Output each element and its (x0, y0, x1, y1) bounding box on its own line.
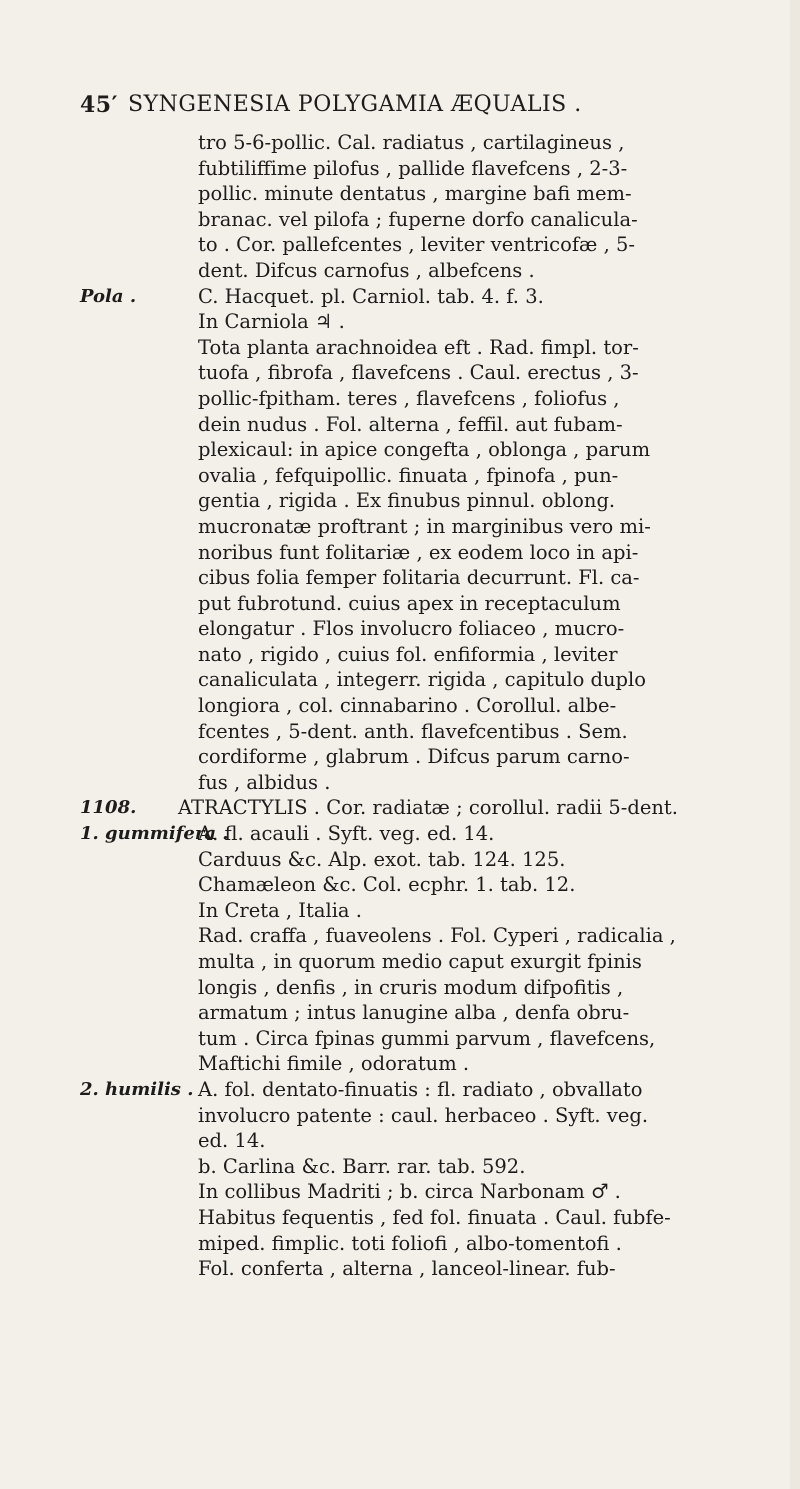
text-line (80, 949, 800, 975)
line-text: In collibus Madriti ; b. circa Narbonam ♂ . (198, 1180, 621, 1204)
line-text: tuofa , fibrofa , flavefcens . Caul. erectus , 3- (198, 361, 639, 385)
line-text: tro 5-6-pollic. Cal. radiatus , cartilagineus , (198, 131, 625, 154)
text-line (80, 923, 800, 949)
line-text: multa , in quorum medio caput exurgit fpinis (198, 950, 642, 973)
text-line (80, 795, 800, 821)
line-text: A. fol. dentato-finuatis : fl. radiato , obvallato (198, 1077, 643, 1101)
text-line (80, 130, 800, 156)
line-text: dein nudus . Fol. alterna , feffil. aut fubam- (198, 412, 623, 436)
line-text: Maftichi fimile , odoratum . (198, 1052, 470, 1076)
text-line (80, 360, 800, 386)
line-text: Tota planta arachnoidea eft . Rad. fimpl. tor- (198, 335, 639, 359)
text-line (80, 667, 800, 693)
line-text: plexicaul: in apice congefta , oblonga , parum (198, 438, 651, 462)
text-line (80, 437, 800, 463)
margin-label: 1. gummifera . (80, 823, 229, 845)
text-line (80, 1179, 800, 1205)
line-text: cibus folia femper folitaria decurrunt. Fl. ca- (198, 566, 640, 590)
body-text (80, 130, 800, 1282)
text-line (80, 642, 800, 668)
line-text: put fubrotund. cuius apex in receptaculum (198, 591, 621, 615)
line-text: longiora , col. cinnabarino . Corollul. albe- (198, 694, 617, 718)
line-text: ovalia , fefquipollic. finuata , fpinofa , pun- (198, 463, 619, 487)
text-line (80, 616, 800, 642)
text-line (80, 1205, 800, 1231)
line-text: ed. 14. (198, 1129, 266, 1153)
text-line (80, 719, 800, 745)
text-line (80, 770, 800, 796)
text-line (80, 591, 800, 617)
text-line (80, 1103, 800, 1129)
margin-label: Pola . (80, 285, 137, 307)
line-text: to . Cor. pallefcentes , leviter ventricofæ , 5- (198, 233, 635, 257)
line-text: C. Hacquet. pl. Carniol. tab. 4. f. 3. (198, 284, 544, 308)
margin-label: 1108. (80, 797, 137, 819)
line-text: In Creta , Italia . (198, 898, 362, 922)
text-line (80, 181, 800, 207)
text-line (80, 821, 800, 847)
text-line (80, 386, 800, 412)
line-text: pollic-fpitham. teres , flavefcens , foliofus , (198, 386, 620, 410)
text-line (80, 898, 800, 924)
line-text: A. fl. acauli . Syft. veg. ed. 14. (198, 822, 495, 846)
line-text: involucro patente : caul. herbaceo . Syft. veg. (198, 1103, 649, 1127)
text-line (80, 565, 800, 591)
text-line (80, 258, 800, 284)
line-text: fubtiliffime pilofus , pallide flavefcens , 2-3- (198, 156, 628, 180)
text-line (80, 463, 800, 489)
line-text: gentia , rigida . Ex finubus pinnul. oblong. (198, 489, 616, 513)
line-text: miped. fimplic. toti foliofi , albo-tomentofi . (198, 1231, 622, 1255)
text-line (80, 975, 800, 1001)
line-text: fcentes , 5-dent. anth. flavefcentibus . Sem. (198, 719, 628, 743)
line-text: fus , albidus . (198, 770, 331, 794)
line-text: In Carniola ♃ . (198, 310, 345, 334)
text-line (80, 207, 800, 233)
text-line (80, 1128, 800, 1154)
line-text: pollic. minute dentatus , margine bafi mem- (198, 182, 632, 206)
text-line (80, 335, 800, 361)
line-text: noribus funt folitariæ , ex eodem loco in api- (198, 540, 639, 564)
running-title: SYNGENESIA POLYGAMIA ÆQUALIS . (128, 92, 582, 117)
text-line (80, 1026, 800, 1052)
text-line (80, 156, 800, 182)
line-text: canaliculata , integerr. rigida , capitulo duplo (198, 668, 647, 692)
line-text: Rad. craffa , fuaveolens . Fol. Cyperi , radicalia , (198, 924, 676, 948)
text-line (80, 488, 800, 514)
text-line (80, 693, 800, 719)
text-line (80, 1256, 800, 1282)
text-line (80, 412, 800, 438)
line-text: nato , rigido , cuius fol. enfiformia , leviter (198, 642, 618, 666)
text-line (80, 847, 800, 873)
line-text: Habitus fequentis , fed fol. finuata . Caul. fubfe- (198, 1205, 671, 1229)
text-line (80, 232, 800, 258)
line-text: tum . Circa fpinas gummi parvum , flavefcens, (198, 1026, 656, 1050)
text-line (80, 284, 800, 310)
text-line (80, 1000, 800, 1026)
line-text: longis , denfis , in cruris modum difpofitis , (198, 975, 624, 999)
text-line (80, 1154, 800, 1180)
text-line (80, 309, 800, 335)
line-text: ATRACTYLIS . Cor. radiatæ ; corollul. radii 5-dent. (178, 796, 678, 820)
line-text: b. Carlina &c. Barr. rar. tab. 592. (198, 1154, 526, 1178)
margin-label: 2. humilis . (80, 1078, 194, 1100)
text-line (80, 540, 800, 566)
line-text: mucronatæ proftrant ; in marginibus vero mi- (198, 514, 651, 538)
text-line (80, 1051, 800, 1077)
line-text: branac. vel pilofa ; fuperne dorfo canalicula- (198, 207, 638, 231)
line-text: Chamæleon &c. Col. ecphr. 1. tab. 12. (198, 873, 576, 897)
text-line (80, 872, 800, 898)
line-text: cordiforme , glabrum . Difcus parum carno- (198, 745, 630, 769)
text-line (80, 1231, 800, 1257)
line-text: armatum ; intus lanugine alba , denfa obru- (198, 1001, 630, 1025)
text-line (80, 1077, 800, 1103)
text-line (80, 514, 800, 540)
text-line (80, 744, 800, 770)
line-text: Carduus &c. Alp. exot. tab. 124. 125. (198, 847, 566, 871)
line-text: Fol. conferta , alterna , lanceol-linear. fub- (198, 1257, 616, 1281)
line-text: dent. Difcus carnofus , albefcens . (198, 258, 535, 282)
page-number: 45′ (80, 92, 118, 118)
line-text: elongatur . Flos involucro foliaceo , mucro- (198, 617, 625, 641)
